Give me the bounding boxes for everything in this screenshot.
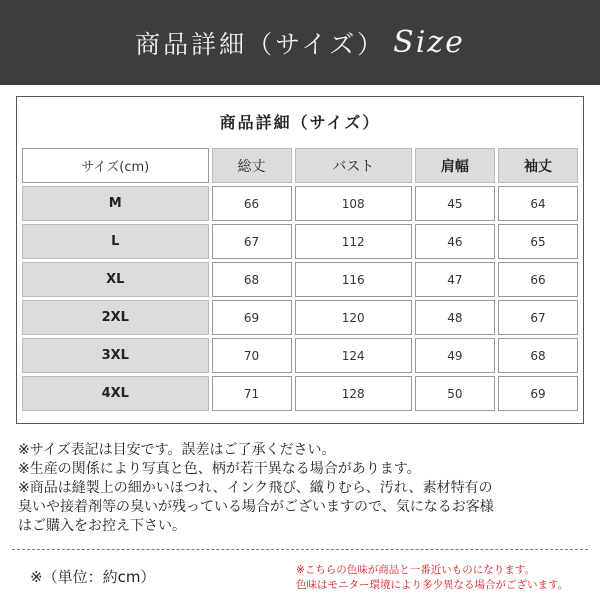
note-line: はご購入をお控え下さい。	[18, 518, 186, 534]
table-cell: 67	[498, 300, 578, 335]
table-cell: 69	[498, 376, 578, 411]
table-row	[22, 262, 578, 297]
table-cell: 71	[212, 376, 292, 411]
table-row	[22, 338, 578, 373]
note-line: ※商品は縫製上の細かいほつれ、インク飛び、織りむら、汚れ、素材特有の	[18, 480, 493, 496]
banner-title: 商品詳細（サイズ）	[135, 29, 386, 59]
table-row	[22, 376, 578, 411]
table-cell: 116	[295, 262, 412, 297]
table-caption: 商品詳細（サイズ）	[219, 112, 381, 132]
table-cell: 45	[415, 186, 495, 221]
table-cell: 67	[212, 224, 292, 259]
table-cell: 46	[415, 224, 495, 259]
color-note	[296, 563, 586, 593]
unit-label: ※（単位：約cm）	[30, 568, 156, 586]
size-label-cell: L	[22, 224, 209, 259]
size-table	[16, 96, 584, 424]
size-label-cell: XL	[22, 262, 209, 297]
table-cell: 68	[212, 262, 292, 297]
table-cell: 64	[498, 186, 578, 221]
note-line: 臭いや接着剤等の臭いが残っている場合がございますので、気になるお客様	[18, 499, 494, 515]
table-cell: 49	[415, 338, 495, 373]
table-cell: 124	[295, 338, 412, 373]
column-header-cell: 袖丈	[498, 148, 578, 183]
table-cell: 120	[295, 300, 412, 335]
corner-header-cell: サイズ(cm)	[22, 148, 209, 183]
table-row	[22, 224, 578, 259]
table-cell: 66	[498, 262, 578, 297]
table-header-row	[22, 148, 578, 183]
table-cell: 69	[212, 300, 292, 335]
table-cell: 48	[415, 300, 495, 335]
color-note-line: ※こちらの色味が商品と一番近いものになります。	[296, 564, 535, 576]
note-line: ※生産の関係により写真と色、柄が若干異なる場合があります。	[18, 461, 421, 477]
title-banner	[0, 0, 600, 85]
dashed-divider	[12, 549, 588, 550]
column-header-cell: 総丈	[212, 148, 292, 183]
table-cell: 112	[295, 224, 412, 259]
table-cell: 70	[212, 338, 292, 373]
table-cell: 108	[295, 186, 412, 221]
size-label-cell: 2XL	[22, 300, 209, 335]
table-cell: 66	[212, 186, 292, 221]
size-label-cell: 3XL	[22, 338, 209, 373]
column-header-cell: バスト	[295, 148, 412, 183]
banner-subtitle: Size	[393, 25, 465, 60]
column-header-cell: 肩幅	[415, 148, 495, 183]
table-cell: 50	[415, 376, 495, 411]
notes-block	[18, 441, 588, 536]
table-cell: 128	[295, 376, 412, 411]
table-cell: 65	[498, 224, 578, 259]
size-label-cell: M	[22, 186, 209, 221]
table-row	[22, 300, 578, 335]
note-line: ※サイズ表記は目安です。誤差はご了承ください。	[18, 442, 336, 458]
table-cell: 68	[498, 338, 578, 373]
table-row	[22, 186, 578, 221]
size-grid	[19, 145, 581, 414]
size-label-cell: 4XL	[22, 376, 209, 411]
color-note-line: 色味はモニター環境により多少異なる場合がございます。	[296, 579, 569, 591]
table-cell: 47	[415, 262, 495, 297]
